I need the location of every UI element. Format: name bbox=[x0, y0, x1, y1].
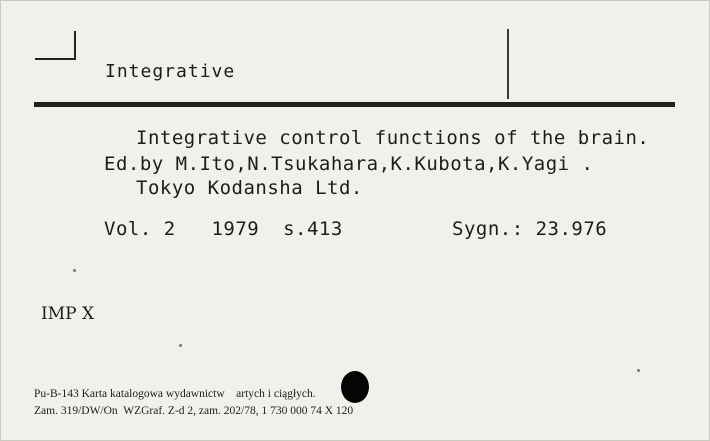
corner-mark-vertical bbox=[74, 31, 76, 59]
entry-publisher: Tokyo Kodansha Ltd. bbox=[136, 177, 363, 199]
heading-rule bbox=[34, 102, 675, 107]
speck bbox=[637, 369, 640, 372]
speck bbox=[179, 344, 182, 347]
footer-line-2: Zam. 319/DW/On WZGraf. Z-d 2, zam. 202/78, 1 730 000 74 X 120 bbox=[34, 405, 354, 417]
entry-volume: Vol. 2 1979 s.413 bbox=[104, 218, 343, 240]
speck bbox=[73, 269, 76, 272]
entry-title: Integrative control functions of the brain. bbox=[136, 127, 650, 149]
card-heading: Integrative bbox=[105, 61, 236, 82]
imp-stamp: IMP X bbox=[41, 304, 95, 324]
punch-hole bbox=[341, 371, 369, 403]
footer-line-1: Pu-B-143 Karta katalogowa wydawnictw artych i ciągłych. bbox=[34, 388, 316, 400]
entry-editors: Ed.by M.Ito,N.Tsukahara,K.Kubota,K.Yagi . bbox=[104, 153, 594, 175]
vertical-divider bbox=[507, 29, 509, 99]
corner-mark-horizontal bbox=[35, 58, 76, 60]
entry-signature: Sygn.: 23.976 bbox=[452, 218, 608, 240]
